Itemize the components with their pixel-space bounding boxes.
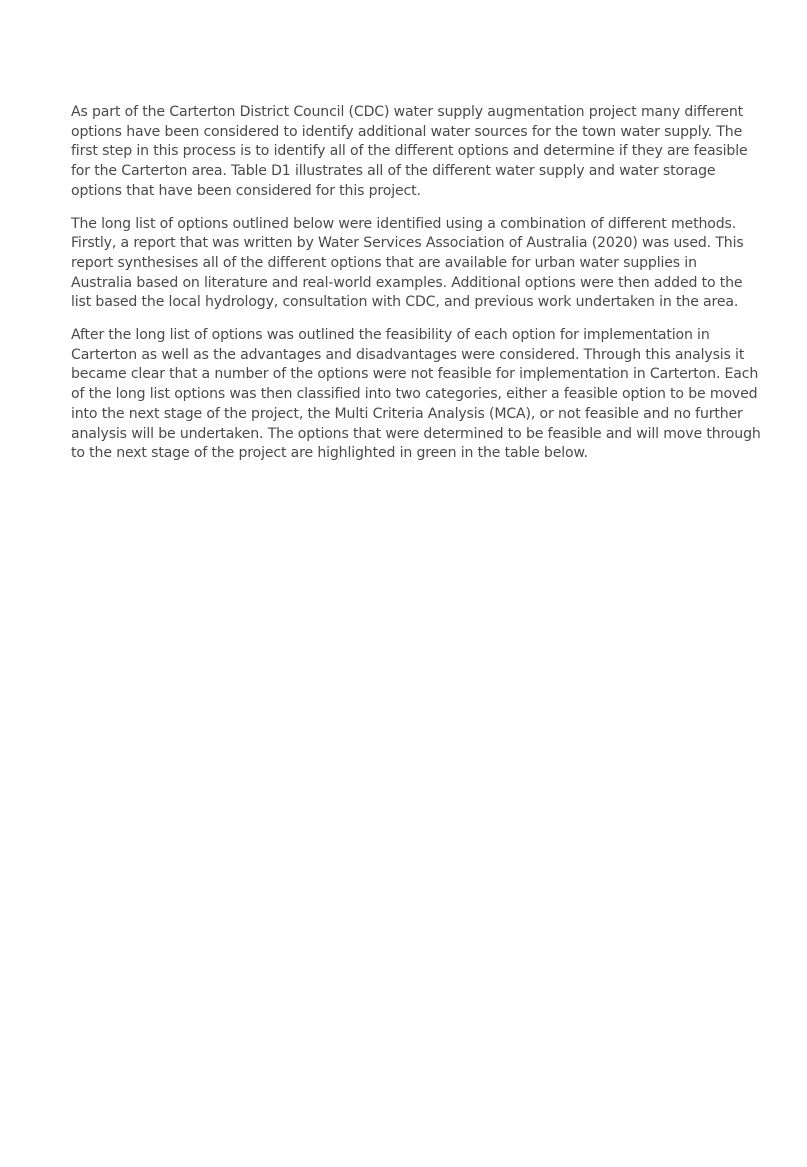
methods-paragraph: The long list of options outlined below were identified using a combination of different methods. Firstly, a report that was written by Water Services Association of Australia (2020) was used. This report synthesises all of the different options that are available for urban water supplies in Australia based on literature and real-world examples. Additional options were then added to the list based the local hydrology, consultation with CDC, and previous work undertaken in the area.	[71, 215, 744, 311]
intro-paragraph: As part of the Carterton District Council (CDC) water supply augmentation project many different options have been considered to identify additional water sources for the town water supply. The first step in this process is to identify all of the different options and determine if they are feasible for the Carterton area. Table D1 illustrates all of the different water supply and water storage options that have been considered for this project.	[71, 104, 748, 199]
document-body	[71, 103, 761, 477]
feasibility-paragraph: After the long list of options was outlined the feasibility of each option for implementation in Carterton as well as the advantages and disadvantages were considered. Through this analysis it became clear that a number of the options were not feasible for implementation in Carterton. Each of the long list options was then classified into two categories, either a feasible option to be moved into the next stage of the project, the Multi Criteria Analysis (MCA), or not feasible and no further analysis will be undertaken. The options that were determined to be feasible and will move through to the next stage of the project are highlighted in green in the table below.	[71, 327, 761, 462]
